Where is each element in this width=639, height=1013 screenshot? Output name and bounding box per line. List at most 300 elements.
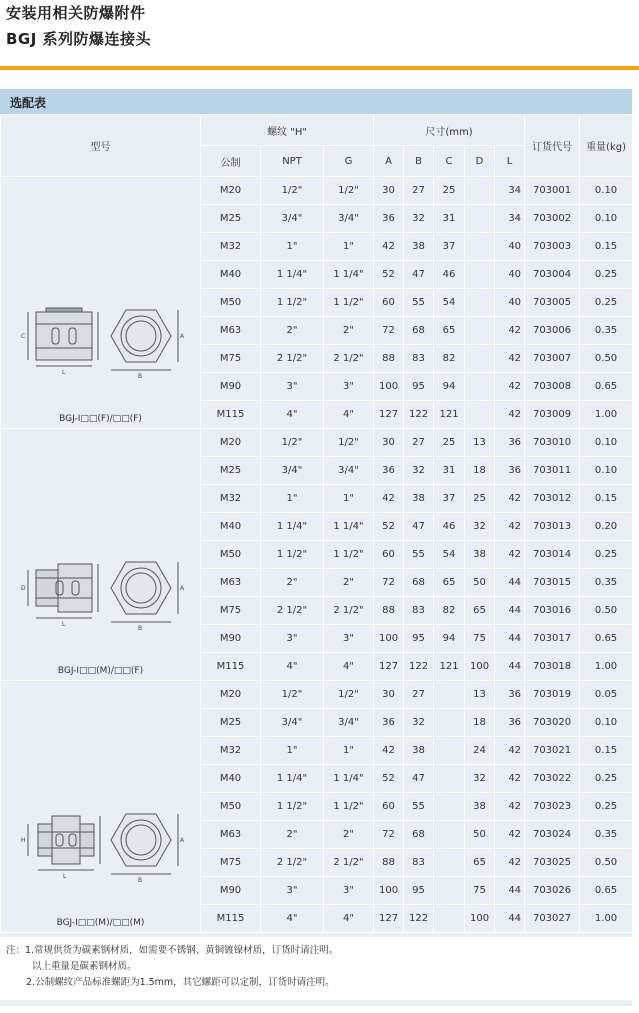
cell-weight: 0.10 bbox=[580, 429, 633, 457]
cell-a: 36 bbox=[374, 709, 404, 737]
cell-weight: 1.00 bbox=[580, 653, 633, 681]
section-title: 选配表 bbox=[10, 96, 47, 110]
cell-code: 703020 bbox=[525, 709, 580, 737]
cell-l: 34 bbox=[495, 205, 525, 233]
cell-code: 703023 bbox=[525, 793, 580, 821]
cell-code: 703008 bbox=[525, 373, 580, 401]
cell-a: 60 bbox=[374, 793, 404, 821]
cell-npt: 3/4" bbox=[261, 709, 324, 737]
model-label: BGJ-I□□(M)/□□(F) bbox=[57, 666, 144, 676]
svg-text:B: B bbox=[137, 373, 142, 380]
cell-l: 36 bbox=[495, 681, 525, 709]
cell-d bbox=[465, 233, 495, 261]
cell-code: 703027 bbox=[525, 905, 580, 933]
cell-metric: M20 bbox=[201, 177, 261, 205]
cell-l: 42 bbox=[495, 401, 525, 429]
coupling-mf-drawing-icon bbox=[16, 546, 186, 636]
cell-l: 44 bbox=[495, 569, 525, 597]
cell-l: 42 bbox=[495, 541, 525, 569]
cell-d: 100 bbox=[465, 653, 495, 681]
table-body bbox=[1, 177, 633, 933]
cell-l: 44 bbox=[495, 905, 525, 933]
cell-weight: 1.00 bbox=[580, 905, 633, 933]
cell-code: 703001 bbox=[525, 177, 580, 205]
cell-c bbox=[434, 849, 465, 877]
cell-weight: 0.05 bbox=[580, 681, 633, 709]
cell-c: 37 bbox=[434, 233, 465, 261]
cell-g: 1 1/2" bbox=[324, 289, 374, 317]
cell-l: 42 bbox=[495, 345, 525, 373]
cell-g: 1 1/4" bbox=[324, 513, 374, 541]
cell-code: 703002 bbox=[525, 205, 580, 233]
cell-c: 82 bbox=[434, 345, 465, 373]
cell-d: 18 bbox=[465, 709, 495, 737]
cell-a: 30 bbox=[374, 681, 404, 709]
cell-g: 2" bbox=[324, 821, 374, 849]
header-npt: NPT bbox=[261, 146, 324, 177]
note-line-3: 2.公制螺纹产品标准螺距为1.5mm，其它螺距可以定制，订货时请注明。 bbox=[26, 977, 335, 988]
cell-weight: 0.20 bbox=[580, 513, 633, 541]
cell-g: 1" bbox=[324, 233, 374, 261]
cell-b: 27 bbox=[404, 681, 434, 709]
cell-g: 4" bbox=[324, 905, 374, 933]
cell-b: 38 bbox=[404, 233, 434, 261]
header-model: 型号 bbox=[1, 115, 201, 177]
cell-g: 2 1/2" bbox=[324, 849, 374, 877]
cell-weight: 0.15 bbox=[580, 485, 633, 513]
cell-weight: 0.10 bbox=[580, 177, 633, 205]
cell-d: 50 bbox=[465, 569, 495, 597]
cell-weight: 0.65 bbox=[580, 877, 633, 905]
cell-b: 27 bbox=[404, 429, 434, 457]
cell-b: 68 bbox=[404, 317, 434, 345]
cell-d bbox=[465, 345, 495, 373]
cell-d bbox=[465, 401, 495, 429]
cell-code: 703017 bbox=[525, 625, 580, 653]
cell-c bbox=[434, 709, 465, 737]
cell-code: 703015 bbox=[525, 569, 580, 597]
cell-npt: 2" bbox=[261, 569, 324, 597]
cell-b: 122 bbox=[404, 905, 434, 933]
cell-b: 95 bbox=[404, 625, 434, 653]
cell-c: 25 bbox=[434, 177, 465, 205]
cell-c: 65 bbox=[434, 569, 465, 597]
cell-a: 42 bbox=[374, 233, 404, 261]
cell-a: 100 bbox=[374, 877, 404, 905]
note-line-1: 注：1.常规供货为碳素钢材质，如需要不锈钢、黄铜镀镍材质，订货时请注明。 bbox=[6, 945, 339, 956]
cell-weight: 0.15 bbox=[580, 233, 633, 261]
cell-l: 42 bbox=[495, 793, 525, 821]
cell-npt: 2" bbox=[261, 317, 324, 345]
cell-metric: M75 bbox=[201, 345, 261, 373]
coupling-mm-drawing-icon bbox=[16, 798, 186, 888]
cell-g: 1" bbox=[324, 737, 374, 765]
cell-c: 54 bbox=[434, 541, 465, 569]
cell-c: 31 bbox=[434, 205, 465, 233]
model-cell bbox=[1, 681, 201, 933]
cell-a: 36 bbox=[374, 205, 404, 233]
cell-l: 36 bbox=[495, 429, 525, 457]
header-d: D bbox=[465, 146, 495, 177]
cell-weight: 1.00 bbox=[580, 401, 633, 429]
cell-a: 127 bbox=[374, 905, 404, 933]
cell-code: 703004 bbox=[525, 261, 580, 289]
cell-g: 3" bbox=[324, 373, 374, 401]
cell-npt: 4" bbox=[261, 401, 324, 429]
cell-metric: M25 bbox=[201, 457, 261, 485]
header-b: B bbox=[404, 146, 434, 177]
cell-a: 42 bbox=[374, 737, 404, 765]
cell-code: 703025 bbox=[525, 849, 580, 877]
cell-code: 703011 bbox=[525, 457, 580, 485]
cell-code: 703009 bbox=[525, 401, 580, 429]
cell-d: 32 bbox=[465, 513, 495, 541]
cell-metric: M90 bbox=[201, 373, 261, 401]
cell-d: 38 bbox=[465, 793, 495, 821]
cell-c: 82 bbox=[434, 597, 465, 625]
cell-npt: 3" bbox=[261, 373, 324, 401]
cell-a: 30 bbox=[374, 177, 404, 205]
cell-code: 703021 bbox=[525, 737, 580, 765]
cell-a: 72 bbox=[374, 569, 404, 597]
cell-l: 42 bbox=[495, 737, 525, 765]
cell-c bbox=[434, 905, 465, 933]
cell-weight: 0.50 bbox=[580, 345, 633, 373]
cell-g: 3/4" bbox=[324, 457, 374, 485]
cell-metric: M50 bbox=[201, 289, 261, 317]
cell-a: 52 bbox=[374, 765, 404, 793]
table-row bbox=[1, 681, 633, 709]
cell-d: 65 bbox=[465, 597, 495, 625]
cell-d: 75 bbox=[465, 877, 495, 905]
table-row bbox=[1, 429, 633, 457]
cell-d: 25 bbox=[465, 485, 495, 513]
cell-g: 4" bbox=[324, 653, 374, 681]
cell-d: 65 bbox=[465, 849, 495, 877]
cell-g: 1 1/2" bbox=[324, 541, 374, 569]
cell-npt: 1" bbox=[261, 233, 324, 261]
header-size: 尺寸(mm) bbox=[374, 115, 525, 146]
header-metric: 公制 bbox=[201, 146, 261, 177]
cell-l: 42 bbox=[495, 849, 525, 877]
cell-c: 94 bbox=[434, 373, 465, 401]
cell-l: 40 bbox=[495, 261, 525, 289]
cell-b: 47 bbox=[404, 765, 434, 793]
cell-metric: M63 bbox=[201, 569, 261, 597]
cell-g: 1/2" bbox=[324, 177, 374, 205]
cell-b: 55 bbox=[404, 289, 434, 317]
cell-l: 44 bbox=[495, 625, 525, 653]
cell-code: 703010 bbox=[525, 429, 580, 457]
svg-text:A: A bbox=[179, 837, 184, 844]
cell-b: 47 bbox=[404, 261, 434, 289]
cell-d: 75 bbox=[465, 625, 495, 653]
cell-code: 703024 bbox=[525, 821, 580, 849]
cell-c bbox=[434, 793, 465, 821]
svg-text:L: L bbox=[62, 873, 66, 880]
cell-code: 703013 bbox=[525, 513, 580, 541]
cell-b: 38 bbox=[404, 737, 434, 765]
cell-weight: 0.10 bbox=[580, 205, 633, 233]
cell-b: 32 bbox=[404, 457, 434, 485]
cell-d bbox=[465, 177, 495, 205]
svg-text:A: A bbox=[179, 585, 184, 592]
cell-code: 703026 bbox=[525, 877, 580, 905]
cell-metric: M25 bbox=[201, 709, 261, 737]
cell-g: 3/4" bbox=[324, 205, 374, 233]
cell-metric: M20 bbox=[201, 681, 261, 709]
cell-g: 1/2" bbox=[324, 429, 374, 457]
cell-npt: 1/2" bbox=[261, 177, 324, 205]
cell-g: 1 1/2" bbox=[324, 793, 374, 821]
cell-code: 703016 bbox=[525, 597, 580, 625]
cell-b: 68 bbox=[404, 821, 434, 849]
cell-code: 703019 bbox=[525, 681, 580, 709]
cell-metric: M20 bbox=[201, 429, 261, 457]
cell-a: 60 bbox=[374, 289, 404, 317]
cell-a: 72 bbox=[374, 821, 404, 849]
header-l: L bbox=[495, 146, 525, 177]
cell-metric: M115 bbox=[201, 905, 261, 933]
cell-c bbox=[434, 765, 465, 793]
svg-text:L: L bbox=[61, 369, 65, 376]
model-label: BGJ-I□□(M)/□□(M) bbox=[56, 918, 145, 928]
cell-c: 46 bbox=[434, 513, 465, 541]
cell-a: 52 bbox=[374, 513, 404, 541]
cell-metric: M115 bbox=[201, 401, 261, 429]
cell-a: 60 bbox=[374, 541, 404, 569]
cell-g: 1/2" bbox=[324, 681, 374, 709]
svg-text:B: B bbox=[137, 625, 142, 632]
cell-d: 24 bbox=[465, 737, 495, 765]
cell-b: 83 bbox=[404, 597, 434, 625]
cell-d: 13 bbox=[465, 429, 495, 457]
cell-npt: 1 1/2" bbox=[261, 289, 324, 317]
cell-l: 42 bbox=[495, 317, 525, 345]
svg-text:B: B bbox=[137, 877, 142, 884]
cell-npt: 4" bbox=[261, 905, 324, 933]
model-cell bbox=[1, 429, 201, 681]
cell-c: 94 bbox=[434, 625, 465, 653]
cell-a: 88 bbox=[374, 597, 404, 625]
cell-l: 42 bbox=[495, 513, 525, 541]
cell-c bbox=[434, 737, 465, 765]
cell-weight: 0.10 bbox=[580, 709, 633, 737]
cell-c bbox=[434, 821, 465, 849]
cell-weight: 0.15 bbox=[580, 737, 633, 765]
cell-b: 55 bbox=[404, 541, 434, 569]
cell-weight: 0.35 bbox=[580, 317, 633, 345]
header-order-code: 订货代号 bbox=[525, 115, 580, 177]
cell-a: 42 bbox=[374, 485, 404, 513]
cell-npt: 1/2" bbox=[261, 681, 324, 709]
cell-npt: 1" bbox=[261, 485, 324, 513]
cell-g: 1 1/4" bbox=[324, 261, 374, 289]
note-line-2: 以上重量是碳素钢材质。 bbox=[32, 961, 137, 972]
cell-l: 36 bbox=[495, 457, 525, 485]
cell-g: 2" bbox=[324, 317, 374, 345]
cell-d bbox=[465, 373, 495, 401]
cell-c: 25 bbox=[434, 429, 465, 457]
cell-code: 703007 bbox=[525, 345, 580, 373]
cell-g: 1" bbox=[324, 485, 374, 513]
cell-c: 65 bbox=[434, 317, 465, 345]
cell-metric: M115 bbox=[201, 653, 261, 681]
cell-npt: 1/2" bbox=[261, 429, 324, 457]
cell-metric: M32 bbox=[201, 737, 261, 765]
cell-d: 100 bbox=[465, 905, 495, 933]
header-a: A bbox=[374, 146, 404, 177]
cell-metric: M75 bbox=[201, 849, 261, 877]
cell-metric: M25 bbox=[201, 205, 261, 233]
cell-b: 83 bbox=[404, 345, 434, 373]
cell-metric: M32 bbox=[201, 233, 261, 261]
cell-a: 36 bbox=[374, 457, 404, 485]
cell-code: 703003 bbox=[525, 233, 580, 261]
cell-g: 3" bbox=[324, 625, 374, 653]
cell-code: 703022 bbox=[525, 765, 580, 793]
cell-g: 2 1/2" bbox=[324, 345, 374, 373]
cell-weight: 0.50 bbox=[580, 849, 633, 877]
cell-b: 32 bbox=[404, 709, 434, 737]
cell-npt: 1 1/4" bbox=[261, 513, 324, 541]
cell-b: 27 bbox=[404, 177, 434, 205]
cell-c: 31 bbox=[434, 457, 465, 485]
cell-metric: M40 bbox=[201, 513, 261, 541]
cell-g: 4" bbox=[324, 401, 374, 429]
cell-npt: 1" bbox=[261, 737, 324, 765]
cell-l: 42 bbox=[495, 485, 525, 513]
cell-npt: 1 1/2" bbox=[261, 541, 324, 569]
cell-a: 127 bbox=[374, 653, 404, 681]
cell-b: 32 bbox=[404, 205, 434, 233]
section-header-bar bbox=[0, 89, 632, 114]
cell-weight: 0.35 bbox=[580, 569, 633, 597]
cell-weight: 0.35 bbox=[580, 821, 633, 849]
cell-c: 54 bbox=[434, 289, 465, 317]
cell-c: 37 bbox=[434, 485, 465, 513]
cell-npt: 4" bbox=[261, 653, 324, 681]
svg-text:D: D bbox=[20, 585, 26, 592]
svg-text:C: C bbox=[20, 333, 25, 340]
cell-b: 122 bbox=[404, 401, 434, 429]
cell-a: 72 bbox=[374, 317, 404, 345]
footer-bar bbox=[0, 1000, 632, 1006]
cell-a: 100 bbox=[374, 625, 404, 653]
cell-npt: 3" bbox=[261, 877, 324, 905]
cell-d bbox=[465, 205, 495, 233]
cell-a: 88 bbox=[374, 849, 404, 877]
cell-metric: M40 bbox=[201, 765, 261, 793]
cell-d: 13 bbox=[465, 681, 495, 709]
cell-l: 34 bbox=[495, 177, 525, 205]
cell-d: 50 bbox=[465, 821, 495, 849]
cell-g: 2" bbox=[324, 569, 374, 597]
cell-c bbox=[434, 877, 465, 905]
cell-weight: 0.65 bbox=[580, 373, 633, 401]
model-cell bbox=[1, 177, 201, 429]
cell-metric: M50 bbox=[201, 793, 261, 821]
cell-weight: 0.25 bbox=[580, 289, 633, 317]
cell-l: 40 bbox=[495, 289, 525, 317]
cell-weight: 0.25 bbox=[580, 541, 633, 569]
cell-metric: M90 bbox=[201, 625, 261, 653]
cell-b: 83 bbox=[404, 849, 434, 877]
cell-d bbox=[465, 317, 495, 345]
cell-weight: 0.10 bbox=[580, 457, 633, 485]
cell-l: 36 bbox=[495, 709, 525, 737]
cell-l: 44 bbox=[495, 653, 525, 681]
cell-metric: M50 bbox=[201, 541, 261, 569]
page-title: 安装用相关防爆附件 bbox=[6, 4, 146, 22]
cell-code: 703005 bbox=[525, 289, 580, 317]
cell-c: 46 bbox=[434, 261, 465, 289]
cell-l: 42 bbox=[495, 373, 525, 401]
cell-d bbox=[465, 261, 495, 289]
cell-b: 122 bbox=[404, 653, 434, 681]
cell-c: 121 bbox=[434, 401, 465, 429]
cell-npt: 3" bbox=[261, 625, 324, 653]
cell-code: 703014 bbox=[525, 541, 580, 569]
cell-code: 703012 bbox=[525, 485, 580, 513]
cell-g: 3" bbox=[324, 877, 374, 905]
cell-weight: 0.25 bbox=[580, 261, 633, 289]
cell-b: 95 bbox=[404, 373, 434, 401]
cell-weight: 0.25 bbox=[580, 793, 633, 821]
cell-l: 44 bbox=[495, 877, 525, 905]
header-weight: 重量(kg) bbox=[580, 115, 633, 177]
cell-metric: M63 bbox=[201, 317, 261, 345]
cell-metric: M75 bbox=[201, 597, 261, 625]
cell-l: 40 bbox=[495, 233, 525, 261]
cell-l: 42 bbox=[495, 821, 525, 849]
cell-c: 121 bbox=[434, 653, 465, 681]
table-row bbox=[1, 177, 633, 205]
header-g: G bbox=[324, 146, 374, 177]
cell-a: 127 bbox=[374, 401, 404, 429]
cell-d: 32 bbox=[465, 765, 495, 793]
cell-npt: 3/4" bbox=[261, 205, 324, 233]
cell-c bbox=[434, 681, 465, 709]
cell-g: 3/4" bbox=[324, 709, 374, 737]
svg-text:H: H bbox=[20, 837, 26, 844]
cell-npt: 1 1/4" bbox=[261, 765, 324, 793]
cell-weight: 0.65 bbox=[580, 625, 633, 653]
cell-a: 88 bbox=[374, 345, 404, 373]
header-thread: 螺纹 "H" bbox=[201, 115, 374, 146]
cell-a: 52 bbox=[374, 261, 404, 289]
cell-npt: 2" bbox=[261, 821, 324, 849]
cell-npt: 1 1/4" bbox=[261, 261, 324, 289]
cell-l: 42 bbox=[495, 765, 525, 793]
cell-code: 703006 bbox=[525, 317, 580, 345]
cell-metric: M32 bbox=[201, 485, 261, 513]
cell-a: 30 bbox=[374, 429, 404, 457]
notes bbox=[6, 943, 338, 991]
header-c: C bbox=[434, 146, 465, 177]
svg-text:A: A bbox=[179, 333, 184, 340]
cell-npt: 2 1/2" bbox=[261, 597, 324, 625]
cell-weight: 0.25 bbox=[580, 765, 633, 793]
page-subtitle: BGJ 系列防爆连接头 bbox=[6, 30, 152, 48]
cell-g: 2 1/2" bbox=[324, 597, 374, 625]
cell-weight: 0.50 bbox=[580, 597, 633, 625]
cell-npt: 2 1/2" bbox=[261, 849, 324, 877]
cell-d: 38 bbox=[465, 541, 495, 569]
svg-text:L: L bbox=[61, 621, 65, 628]
cell-metric: M90 bbox=[201, 877, 261, 905]
cell-a: 100 bbox=[374, 373, 404, 401]
